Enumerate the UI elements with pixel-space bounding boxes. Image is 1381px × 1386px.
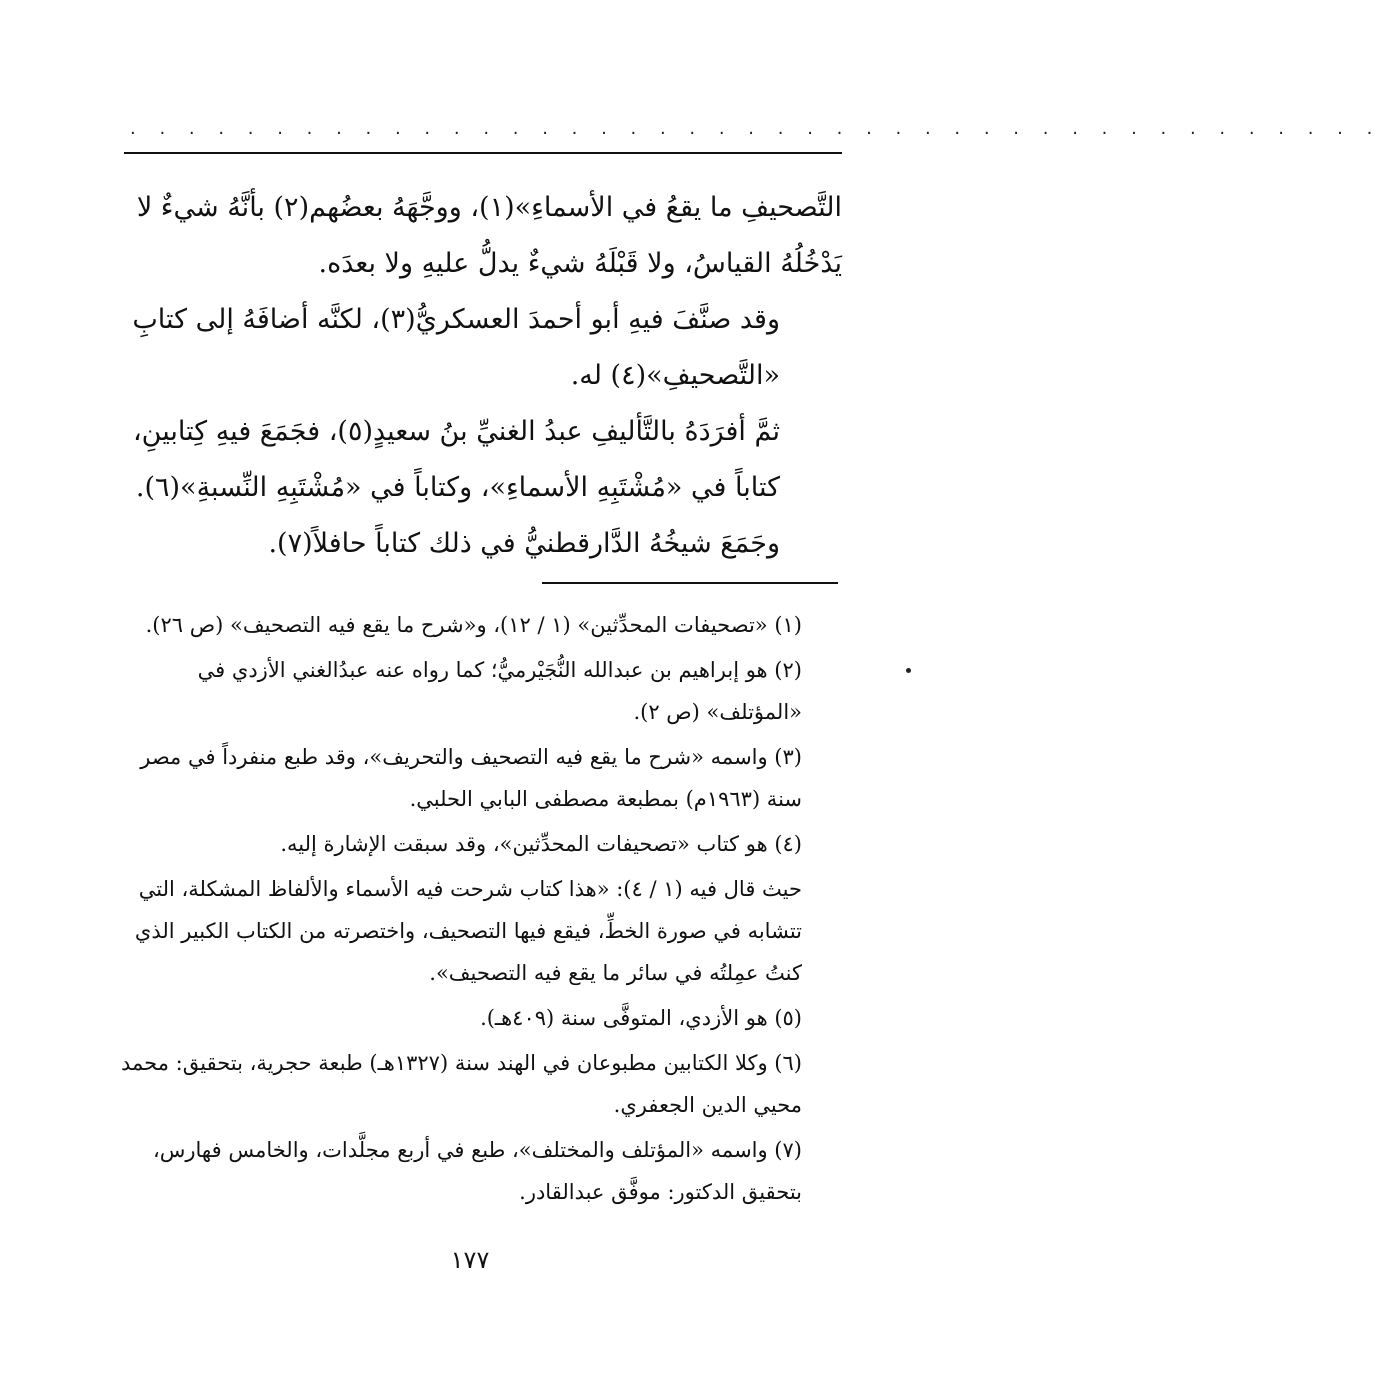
footnote-4-continued: حيث قال فيه (١ / ٤): «هذا كتاب شرحت فيه الأسماء والألفاظ المشكلة، التي تتشابه في صورة الخطِّ، فيقع فيها التصحيف، واختصرته من الكتاب الكبير الذي كنتُ عمِلتُه في سائر ما يقع فيه التصحيف». xyxy=(134,877,802,985)
footnote-3: (٣) واسمه «شرح ما يقع فيه التصحيف والتحريف»، وقد طبع منفرداً في مصر سنة (١٩٦٣م) بمطبعة مصطفى البابي الحلبي. xyxy=(140,745,802,811)
footnote-6: (٦) وكلا الكتابين مطبوعان في الهند سنة (١٣٢٧هـ) طبعة حجرية، بتحقيق: محمد محيي الدين الجعفري. xyxy=(121,1051,802,1117)
footnote-2: (٢) هو إبراهيم بن عبدالله النُّجَيْرميُّ؛ كما رواه عنه عبدُالغني الأزدي في «المؤتلف» (ص ٢). xyxy=(197,658,802,724)
footnote-5: (٥) هو الأزدي، المتوفَّى سنة (٤٠٩هـ). xyxy=(480,1006,802,1030)
footnote-1: (١) «تصحيفات المحدِّثين» (١ / ١٢)، و«شرح ما يقع فيه التصحيف» (ص ٢٦). xyxy=(145,613,802,637)
footnote-7: (٧) واسمه «المؤتلف والمختلف»، طبع في أربع مجلَّدات، والخامس فهارس، بتحقيق الدكتور: موفَّق عبدالقادر. xyxy=(152,1138,802,1204)
footnote-4: (٤) هو كتاب «تصحيفات المحدِّثين»، وقد سبقت الإشارة إليه. xyxy=(280,832,802,856)
footnotes xyxy=(120,604,842,1216)
header-dots: . . . . . . . . . . . . . . . . . . . . . . . . . . . . . . . . . . . . . . . . . . . xyxy=(130,118,1381,139)
margin-speck xyxy=(906,668,911,673)
footnote-separator xyxy=(542,582,838,584)
header-rule xyxy=(124,152,842,154)
main-paragraph-2: وقد صنَّفَ فيهِ أبو أحمدَ العسكريُّ(٣)، لكنَّه أضافَهُ إلى كتابِ «التَّصحيفِ»(٤) له. xyxy=(132,304,780,391)
main-text xyxy=(120,180,842,572)
page-number: ١٧٧ xyxy=(450,1246,490,1274)
main-paragraph-1: التَّصحيفِ ما يقعُ في الأسماءِ»(١)، ووجَّهَهُ بعضُهم(٢) بأنَّهُ شيءٌ لا يَدْخُلُهُ القياسُ، ولا قَبْلَهُ شيءٌ يدلُّ عليهِ ولا بعدَه. xyxy=(136,192,842,279)
main-paragraph-3: ثمَّ أفرَدَهُ بالتَّأليفِ عبدُ الغنيِّ بنُ سعيدٍ(٥)، فجَمَعَ فيهِ كِتابينِ، كتاباً في «مُشْتَبِهِ الأسماءِ»، وكتاباً في «مُشْتَبِهِ النِّسبةِ»(٦). xyxy=(132,416,780,503)
main-paragraph-4: وجَمَعَ شيخُهُ الدَّارقطنيُّ في ذلك كتاباً حافلاً(٧). xyxy=(268,528,780,559)
